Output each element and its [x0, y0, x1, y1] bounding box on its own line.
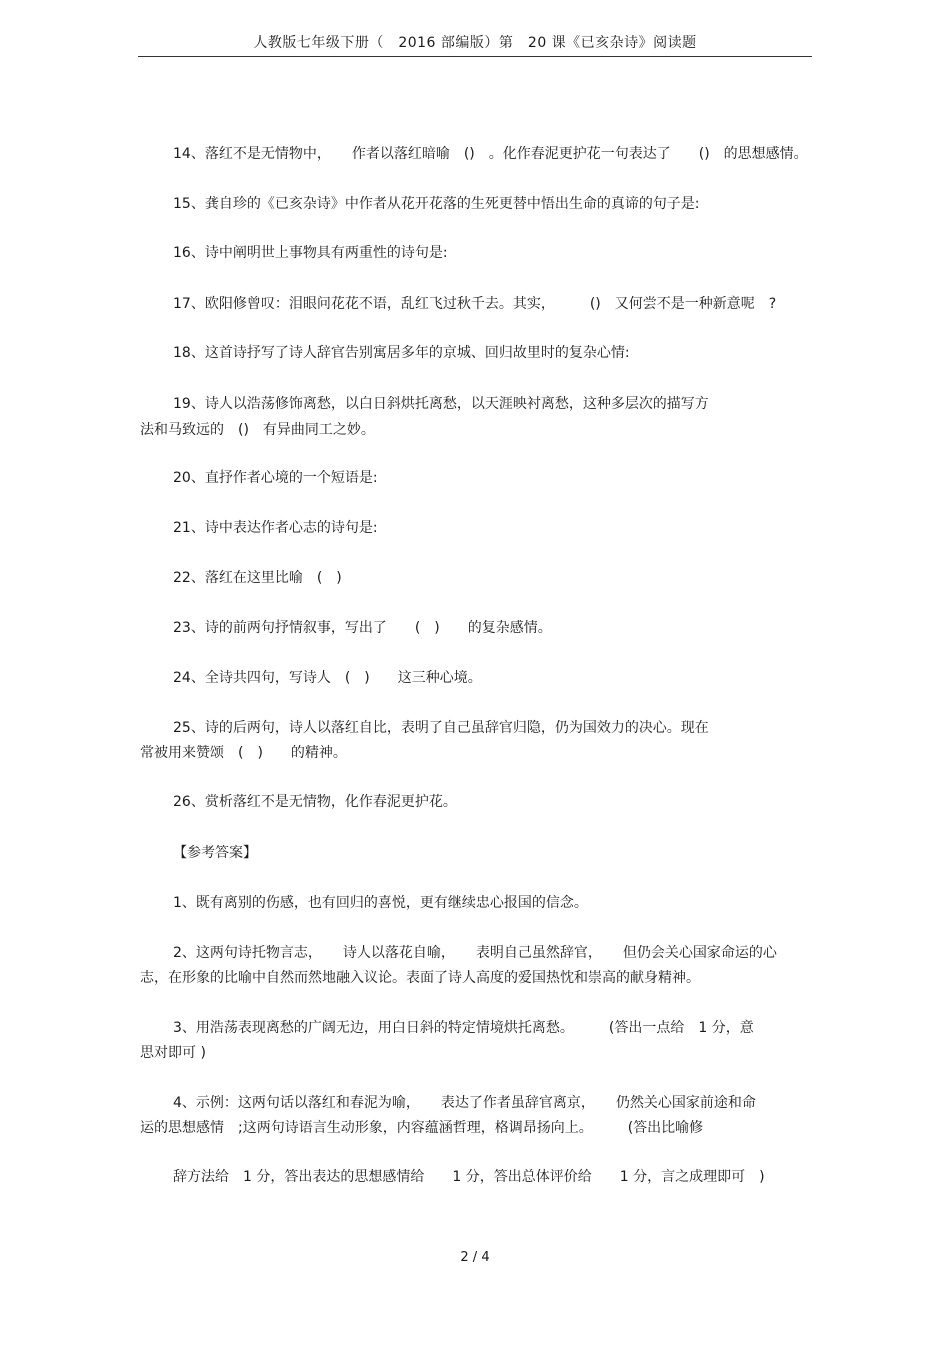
answer-4-line2: 运的思想感情 ;这两句诗语言生动形象，内容蕴涵哲理，格调昂扬向上。 (答出比喻修 [140, 1120, 704, 1136]
page-header [138, 30, 812, 57]
question-15: 15、龚自珍的《已亥杂诗》中作者从花开花落的生死更替中悟出生命的真谛的句子是: [173, 196, 700, 212]
page-number: 2 / 4 [460, 1250, 490, 1265]
question-22: 22、落红在这里比喻 ( ) [173, 570, 342, 586]
question-26: 26、赏析落红不是无情物，化作春泥更护花。 [173, 794, 457, 810]
question-21: 21、诗中表达作者心志的诗句是: [173, 520, 378, 536]
answer-1: 1、既有离别的伤感，也有回归的喜悦，更有继续忠心报国的信念。 [173, 895, 588, 911]
question-25-line2: 常被用来赞颂 ( ) 的精神。 [140, 745, 347, 761]
question-19-line2: 法和马致远的 () 有异曲同工之妙。 [140, 422, 375, 438]
question-23: 23、诗的前两句抒情叙事，写出了 ( ) 的复杂感情。 [173, 620, 552, 636]
answer-2-line1: 2、这两句诗托物言志， 诗人以落花自喻， 表明自己虽然辞官， 但仍会关心国家命运的心 [173, 945, 777, 961]
question-17: 17、欧阳修曾叹：泪眼问花花不语，乱红飞过秋千去。其实， () 又何尝不是一种新意呢 ? [173, 296, 777, 312]
question-18: 18、这首诗抒写了诗人辞官告别寓居多年的京城、回归故里时的复杂心情: [173, 345, 630, 361]
question-24: 24、全诗共四句，写诗人 ( ) 这三种心境。 [173, 670, 482, 686]
answers-heading: 【参考答案】 [173, 845, 257, 861]
answer-4-line1: 4、示例：这两句话以落红和春泥为喻， 表达了作者虽辞官离京， 仍然关心国家前途和命 [173, 1095, 756, 1111]
question-19-line1: 19、诗人以浩荡修饰离愁，以白日斜烘托离愁，以天涯映衬离愁，这种多层次的描写方 [173, 396, 709, 412]
answer-4-line3: 辞方法给 1 分，答出表达的思想感情给 1 分，答出总体评价给 1 分，言之成理即可 ) [173, 1169, 765, 1185]
question-16: 16、诗中阐明世上事物具有两重性的诗句是: [173, 245, 448, 261]
answer-3-line2: 思对即可 ) [140, 1045, 206, 1061]
question-14: 14、落红不是无情物中， 作者以落红暗喻 () 。化作春泥更护花一句表达了 () 的思想感情。 [173, 146, 808, 162]
question-25-line1: 25、诗的后两句，诗人以落红自比，表明了自己虽辞官归隐，仍为国效力的决心。现在 [173, 720, 709, 736]
answer-3-line1: 3、用浩荡表现离愁的广阔无边，用白日斜的特定情境烘托离愁。 (答出一点给 1 分，意 [173, 1020, 754, 1036]
header-title: 人教版七年级下册（ 2016 部编版）第 20 课《已亥杂诗》阅读题 [253, 35, 697, 51]
question-20: 20、直抒作者心境的一个短语是: [173, 470, 378, 486]
answer-2-line2: 志，在形象的比喻中自然而然地融入议论。表面了诗人高度的爱国热忱和崇高的献身精神。 [140, 970, 700, 986]
